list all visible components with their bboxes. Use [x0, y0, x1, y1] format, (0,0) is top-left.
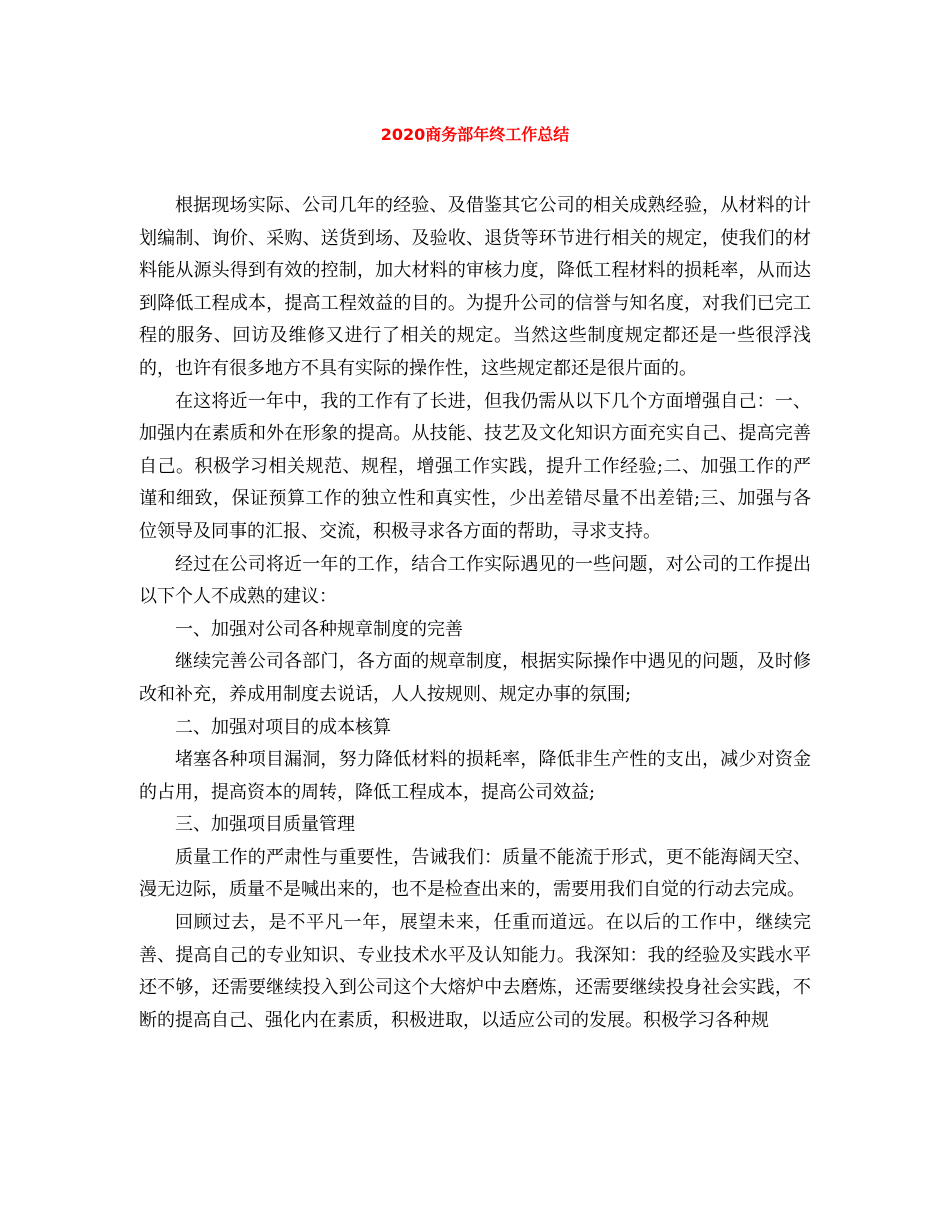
- paragraph: 堵塞各种项目漏洞，努力降低材料的损耗率，降低非生产性的支出，减少对资金的占用，提高资本的周转，降低工程成本，提高公司效益;: [139, 749, 811, 803]
- section-heading: 二、加强对项目的成本核算: [175, 716, 391, 738]
- section-heading: 三、加强项目质量管理: [175, 814, 355, 836]
- paragraph: 根据现场实际、公司几年的经验、及借鉴其它公司的相关成熟经验，从材料的计划编制、询价、采购、送货到场、及验收、退货等环节进行相关的规定，使我们的材料能从源头得到有效的控制，加大材料的审核力度，降低工程材料的损耗率，从而达到降低工程成本，提高工程效益的目的。为提升公司的信誉与知名度，对我们已完工程的服务、回访及维修又进行了相关的规定。当然这些制度规定都还是一些很浮浅的，也许有很多地方不具有实际的操作性，这些规定都还是很片面的。: [139, 195, 811, 379]
- paragraph: 质量工作的严肃性与重要性，告诫我们：质量不能流于形式，更不能海阔天空、漫无边际，质量不是喊出来的，也不是检查出来的，需要用我们自觉的行动去完成。: [139, 846, 811, 901]
- paragraph: 回顾过去，是不平凡一年，展望未来，任重而道远。在以后的工作中，继续完善、提高自己的专业知识、专业技术水平及认知能力。我深知：我的经验及实践水平还不够，还需要继续投入到公司这个大熔炉中去磨炼，还需要继续投身社会实践，不断的提高自己、强化内在素质，积极进取，以适应公司的发展。积极学习各种规: [139, 912, 811, 1031]
- document-body: [139, 190, 811, 1037]
- section-heading: 一、加强对公司各种规章制度的完善: [175, 618, 463, 640]
- paragraph: 在这将近一年中，我的工作有了长进，但我仍需从以下几个方面增强自己：一、加强内在素质和外在形象的提高。从技能、技艺及文化知识方面充实自己、提高完善自己。积极学习相关规范、规程，增强工作实践，提升工作经验;二、加强工作的严谨和细致，保证预算工作的独立性和真实性，少出差错尽量不出差错;三、加强与各位领导及同事的汇报、交流，积极寻求各方面的帮助，寻求支持。: [139, 390, 811, 542]
- paragraph: 继续完善公司各部门，各方面的规章制度，根据实际操作中遇见的问题，及时修改和补充，养成用制度去说话，人人按规则、规定办事的氛围;: [139, 651, 811, 705]
- document-title: 2020商务部年终工作总结: [380, 125, 570, 144]
- paragraph: 经过在公司将近一年的工作，结合工作实际遇见的一些问题，对公司的工作提出以下个人不成熟的建议：: [139, 553, 811, 608]
